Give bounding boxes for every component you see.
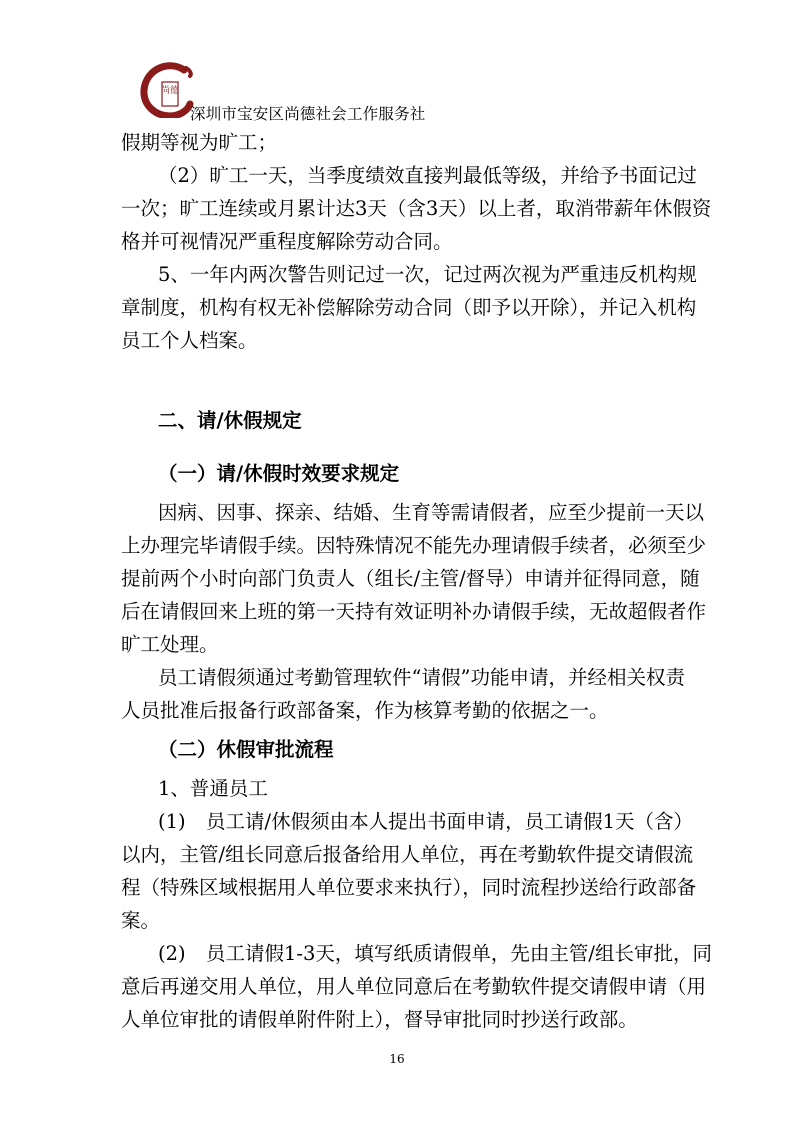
text-line: 5、一年内两次警告则记过一次，记过两次视为严重违反机构规 [158,263,697,286]
text-line: 案。 [121,909,161,932]
text-line: 章制度，机构有权无补偿解除劳动合同（即予以开除），并记入机构 [121,296,697,319]
text-line: 意后再递交用人单位，用人单位同意后在考勤软件提交请假申请（用 [121,975,707,998]
subsection-heading: （一）请/休假时效要求规定 [158,462,400,485]
text-line: 人单位审批的请假单附件附上），督导审批同时抄送行政部。 [121,1008,638,1031]
text-line: 1、普通员工 [158,777,268,800]
text-line: 上办理完毕请假手续。因特殊情况不能先办理请假手续者，必须至少 [121,534,707,557]
text-line: 后在请假回来上班的第一天持有效证明补办请假手续，无故超假者作 [121,600,707,623]
text-line: 员工请假须通过考勤管理软件“请假”功能申请，并经相关权责 [158,666,685,689]
list-item-text: 员工请假1-3天，填写纸质请假单，先由主管/组长审批，同 [206,942,712,965]
text-line: 因病、因事、探亲、结婚、生育等需请假者，应至少提前一天以 [158,501,705,524]
text-line: 假期等视为旷工； [121,131,278,154]
text-line: 员工个人档案。 [121,329,258,352]
text-line: 人员批准后报备行政部备案，作为核算考勤的依据之一。 [121,699,609,722]
section-heading: 二、请/休假规定 [158,409,302,432]
list-item [158,809,693,835]
page-number: 16 [389,1052,405,1066]
text-line: 提前两个小时向部门负责人（组长/主管/督导）申请并征得同意，随 [121,567,700,590]
text-line: 一次；旷工连续或月累计达3天（含3天）以上者，取消带薪年休假资 [121,197,712,220]
text-line: 旷工处理。 [121,633,219,656]
logo-text-top: 尚德 [160,86,180,96]
text-line: 格并可视情况严重程度解除劳动合同。 [121,230,453,253]
list-item-number: (1) [158,810,186,833]
list-item-number: (2) [158,942,186,965]
list-item-text: 员工请/休假须由本人提出书面申请，员工请假1天（含） [206,810,693,833]
text-line: （2）旷工一天，当季度绩效直接判最低等级，并给予书面记过 [158,164,697,187]
organization-name: 深圳市宝安区尚德社会工作服务社 [190,105,426,123]
list-item [158,941,712,967]
subsection-heading: （二）休假审批流程 [158,738,334,761]
text-line: 程（特殊区域根据用人单位要求来执行），同时流程抄送给行政部备 [121,876,697,899]
text-line: 以内，主管/组长同意后报备给用人单位，再在考勤软件提交请假流 [121,843,694,866]
